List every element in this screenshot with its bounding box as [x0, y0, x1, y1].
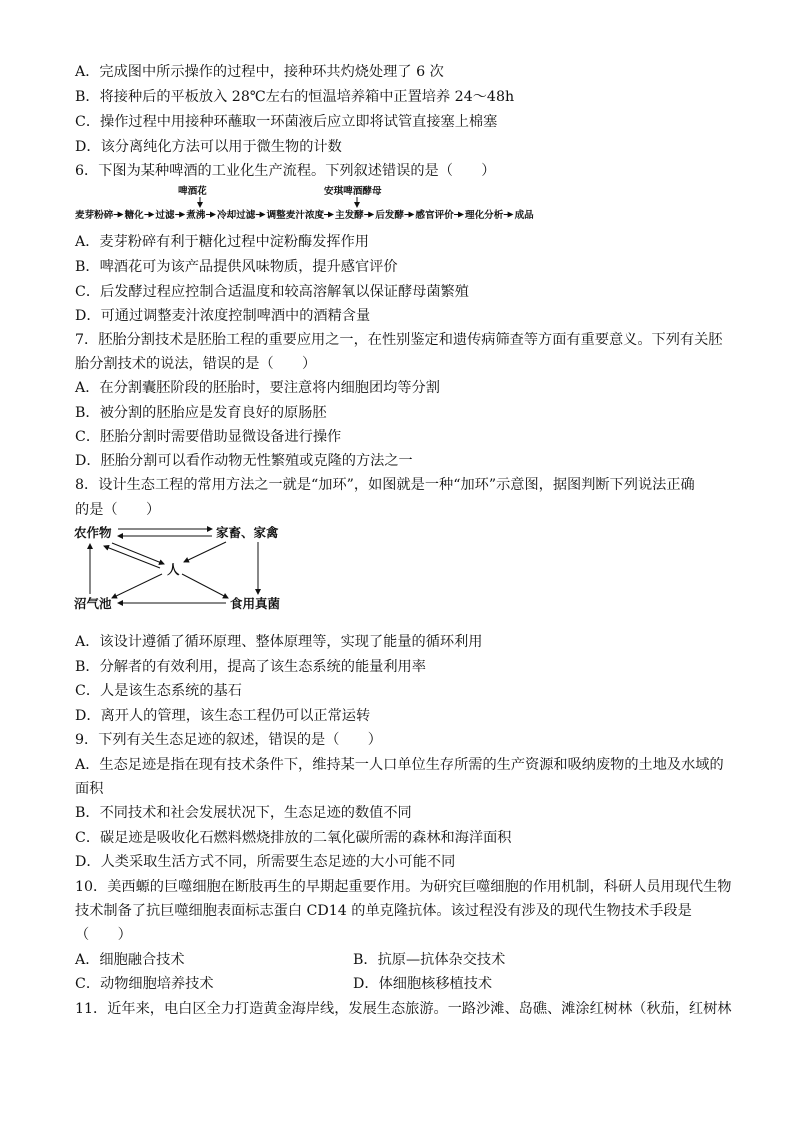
node-livestock: 家畜、家禽: [216, 525, 279, 540]
q6-option-a: A．麦芽粉碎有利于糖化过程中淀粉酶发挥作用: [75, 234, 369, 250]
flow-step: 煮沸: [186, 210, 206, 221]
q10-stem-line1: 10．美西螈的巨噬细胞在断肢再生的早期起重要作用。为研究巨噬细胞的作用机制，科研人员用现代生物: [75, 879, 732, 895]
flow-top-label-hops: 啤酒花: [178, 186, 207, 197]
q9-option-a-line1: A．生态足迹是指在现有技术条件下，维持某一人口单位生存所需的生产资源和吸纳废物的土地及水域的: [75, 757, 724, 773]
flow-step: 糖化: [124, 210, 144, 221]
q5-option-d: D．该分离纯化方法可以用于微生物的计数: [75, 139, 342, 155]
q9-option-b: B．不同技术和社会发展状况下，生态足迹的数值不同: [75, 805, 412, 821]
q7-option-d: D．胚胎分割可以看作动物无性繁殖或克隆的方法之一: [75, 453, 413, 469]
flow-step: 理化分析: [465, 210, 504, 221]
flow-step: 过滤: [155, 210, 175, 221]
q10-option-d: D．体细胞核移植技术: [353, 976, 493, 992]
arrow-livestock-to-human: [184, 542, 226, 562]
q8-stem-line2: 的是（ ）: [75, 502, 161, 518]
q8-option-d: D．离开人的管理，该生态工程仍可以正常运转: [75, 708, 371, 724]
flow-step: 冷却过滤: [217, 210, 256, 221]
flow-step: 主发酵: [335, 210, 364, 221]
flow-step: 麦芽粉碎: [75, 210, 114, 221]
node-fungi: 食用真菌: [230, 596, 281, 611]
node-crops: 农作物: [74, 525, 112, 540]
q8-option-b: B．分解者的有效利用，提高了该生态系统的能量利用率: [75, 659, 426, 675]
q5-option-b: B．将接种后的平板放入 28℃左右的恒温培养箱中正置培养 24～48h: [75, 89, 515, 105]
q10-stem-line2: 技术制备了抗巨噬细胞表面标志蛋白 CD14 的单克隆抗体。该过程没有涉及的现代生物技术手段是: [75, 903, 692, 919]
q7-stem-line1: 7．胚胎分割技术是胚胎工程的重要应用之一，在性别鉴定和遗传病筛查等方面有重要意义。下列有关胚: [75, 332, 723, 348]
q7-option-c: C．胚胎分割时需要借助显微设备进行操作: [75, 429, 342, 445]
q6-option-c: C．后发酵过程应控制合适温度和较高溶解氧以保证酵母菌繁殖: [75, 284, 469, 300]
flow-step: 调整麦汁浓度: [266, 210, 325, 221]
q7-option-a: A．在分割囊胚阶段的胚胎时，要注意将内细胞团均等分割: [75, 380, 440, 396]
q6-option-d: D．可通过调整麦汁浓度控制啤酒中的酒精含量: [75, 308, 371, 324]
flow-step: 后发酵: [375, 210, 404, 221]
arrow-human-to-crops: [104, 546, 160, 568]
flow-step: 成品: [514, 210, 534, 221]
q10-stem-line3: （ ）: [75, 927, 132, 943]
node-human: 人: [167, 562, 180, 577]
q10-option-b: B．抗原—抗体杂交技术: [353, 952, 506, 968]
arrow-crops-to-human: [112, 543, 164, 564]
q10-option-a: A．细胞融合技术: [75, 952, 185, 968]
q6-option-b: B．啤酒花可为该产品提供风味物质，提升感官评价: [75, 259, 398, 275]
q8-option-c: C．人是该生态系统的基石: [75, 683, 242, 699]
q9-stem: 9．下列有关生态足迹的叙述，错误的是（ ）: [75, 732, 382, 748]
q5-option-a: A．完成图中所示操作的过程中，接种环共灼烧处理了 6 次: [75, 64, 444, 80]
q11-stem: 11．近年来，电白区全力打造黄金海岸线，发展生态旅游。一路沙滩、岛礁、滩涂红树林（秋茄，红树林: [75, 1001, 732, 1017]
q9-option-a-line2: 面积: [75, 781, 104, 797]
q8-option-a: A．该设计遵循了循环原理、整体原理等，实现了能量的循环利用: [75, 634, 483, 650]
q7-option-b: B．被分割的胚胎应是发育良好的原肠胚: [75, 405, 327, 421]
q5-option-c: C．操作过程中用接种环蘸取一环菌液后应立即将试管直接塞上棉塞: [75, 114, 498, 130]
flow-top-label-yeast: 安琪啤酒酵母: [324, 186, 382, 197]
q10-option-c: C．动物细胞培养技术: [75, 976, 214, 992]
q6-stem: 6．下图为某种啤酒的工业化生产流程。下列叙述错误的是（ ）: [75, 163, 496, 179]
arrow-human-to-biogas: [112, 574, 162, 598]
node-biogas: 沼气池: [74, 596, 112, 611]
q7-stem-line2: 胎分割技术的说法，错误的是（ ）: [75, 356, 317, 372]
flow-step: 感官评价: [415, 210, 454, 221]
arrow-human-to-fungi: [182, 574, 228, 598]
q9-option-c: C．碳足迹是吸收化石燃料燃烧排放的二氧化碳所需的森林和海洋面积: [75, 830, 512, 846]
q9-option-d: D．人类采取生活方式不同，所需要生态足迹的大小可能不同: [75, 854, 456, 870]
q8-stem-line1: 8．设计生态工程的常用方法之一就是“加环”，如图就是一种“加环”示意图，据图判断下列说法正确: [75, 477, 695, 493]
